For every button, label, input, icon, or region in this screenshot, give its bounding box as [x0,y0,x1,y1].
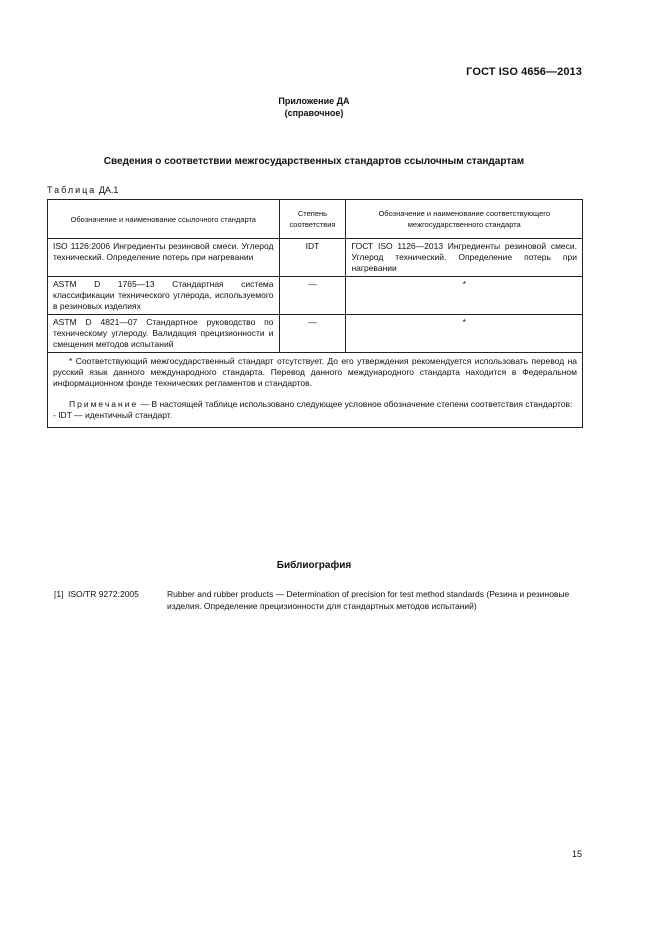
note-word: Примечание [69,399,139,409]
table-note [53,399,577,410]
cell-degree: IDT [279,239,346,277]
table-label [47,185,118,195]
standard-code: ГОСТ ISO 4656—2013 [466,66,582,78]
table-footnote-row [48,353,583,428]
cell-interstate: * [346,277,583,315]
annex-title: Приложение ДА [278,96,350,106]
table-label-word: Таблица [47,185,97,195]
table-footnote-cell [48,353,583,428]
bibliography-entry-code: ISO/TR 9272:2005 [68,589,139,599]
note-text: — В настоящей таблице использовано следующее условное обозначение степени соответствия стандартов: [140,399,573,409]
table-header-row [48,200,583,239]
cell-reference: ASTM D 4821—07 Стандартное руководство по техническому углероду. Валидация прецизионности и смещения методов испытаний [48,315,280,353]
table-row [48,239,583,277]
cell-interstate: ГОСТ ISO 1126—2013 Ингредиенты резиновой смеси. Углерод технический. Определение потерь при нагревании [346,239,583,277]
bibliography-entry-text: Rubber and rubber products — Determination of precision for test method standards (Резина и резиновые изделия. Определение прецизионности для стандартных методов испытаний) [167,589,570,611]
cell-degree: — [279,277,346,315]
table-row [48,277,583,315]
table-footnote: * Соответствующий межгосударственный стандарт отсутствует. До его утверждения рекомендуется использовать перевод на русский язык данного международного стандарта. Перевод данного международного стандарта находится в Федеральном информационном фонде технических регламентов и стандартов. [53,356,577,388]
note-item: - IDT — идентичный стандарт. [53,410,173,420]
header-degree: Степень соответствия [279,200,346,239]
page-number: 15 [572,849,583,859]
header-reference-standard: Обозначение и наименование ссылочного стандарта [48,200,280,239]
bibliography-title: Библиография [276,560,352,571]
bibliography-entry-number: [1] [54,589,64,599]
cell-degree: — [279,315,346,353]
cell-reference: ASTM D 1765—13 Стандартная система классификации технического углерода, используемого в резиновых изделиях [48,277,280,315]
cell-interstate: * [346,315,583,353]
section-title: Сведения о соответствии межгосударственных стандартов ссылочным стандартам [103,156,525,167]
table-row [48,315,583,353]
header-interstate-standard: Обозначение и наименование соответствующего межгосударственного стандарта [346,200,583,239]
cell-reference: ISO 1126:2006 Ингредиенты резиновой смеси. Углерод технический. Определение потерь при нагревании [48,239,280,277]
annex-subtitle: (справочное) [284,108,344,118]
table-label-number: ДА.1 [98,185,119,195]
correspondence-table [47,199,583,428]
